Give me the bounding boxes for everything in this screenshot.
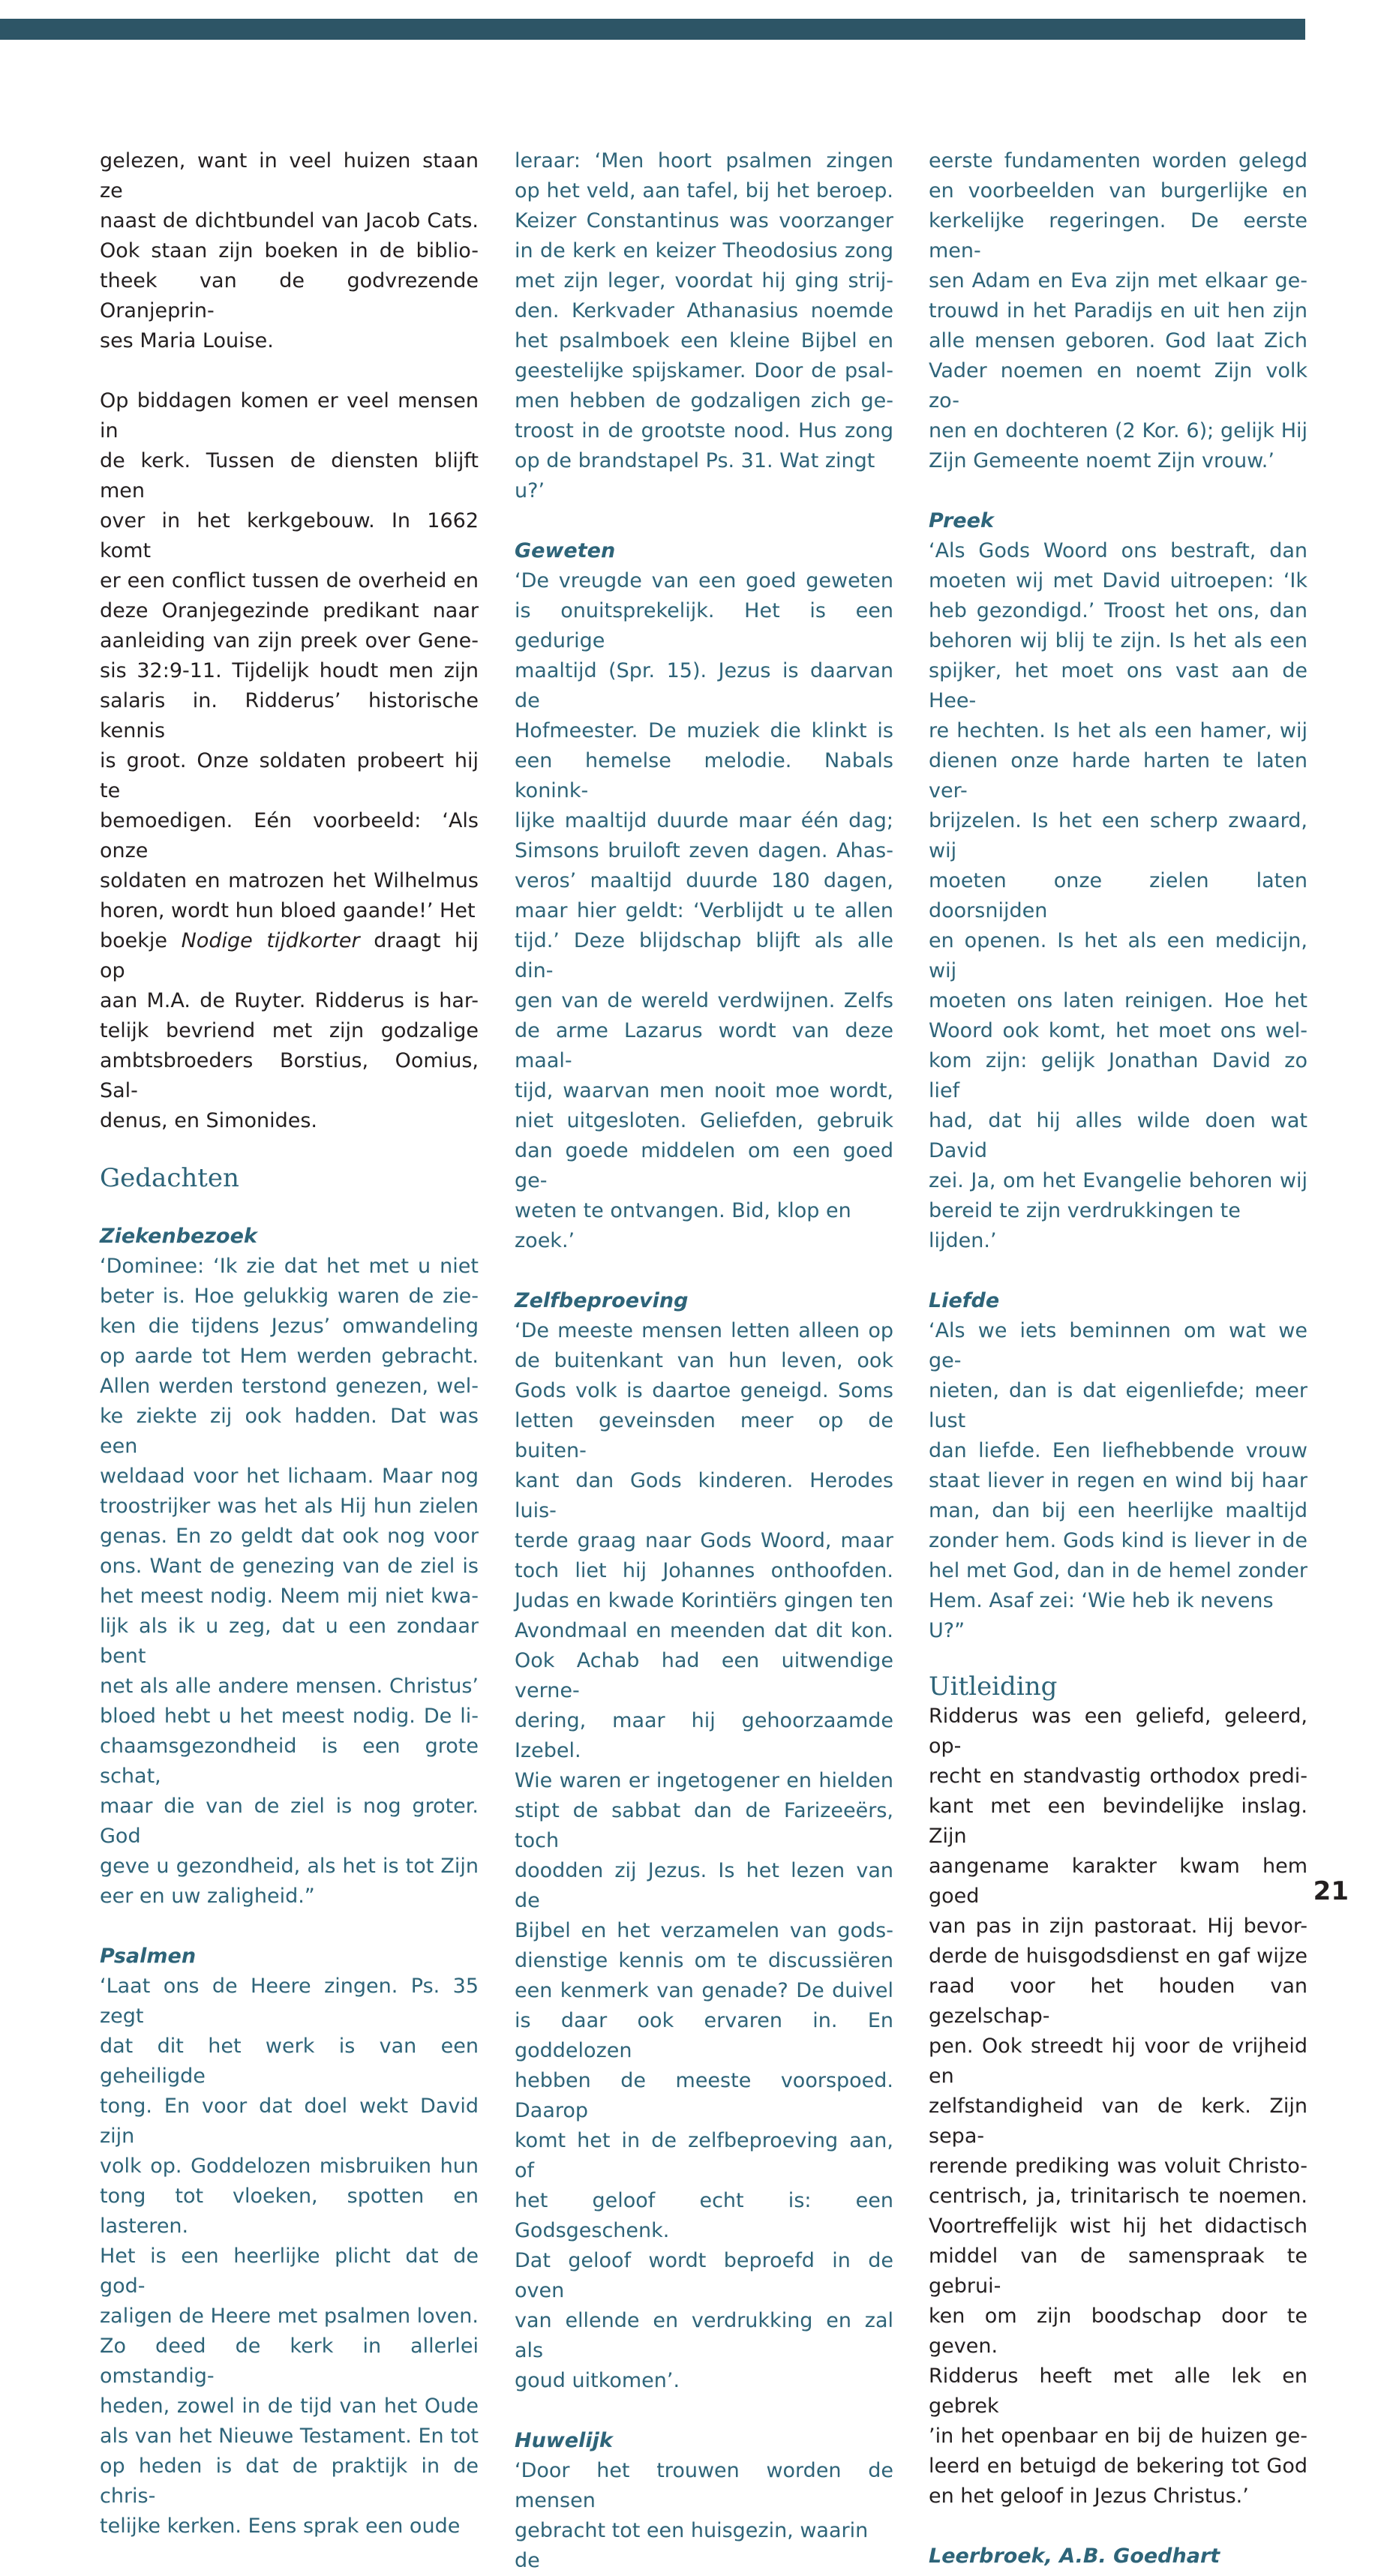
text-line: een hemelse melodie. Nabals konink- [515, 749, 893, 802]
col1-paragraph-2 [100, 386, 479, 1136]
text-line: Ook Achab had een uitwendige verne- [515, 1649, 893, 1702]
text-line: bemoedigen. Eén voorbeeld: ‘Als onze [100, 809, 479, 862]
text-line: zei. Ja, om het Evangelie behoren wij [929, 1169, 1307, 1192]
text-line: niet uitgesloten. Geliefden, gebruik [515, 1109, 893, 1132]
text-line: Wie waren er ingetogener en hielden [515, 1769, 893, 1792]
text-line: Woord ook komt, het moet ons wel- [929, 1019, 1307, 1042]
text-line: Gods volk is daartoe geneigd. Soms [515, 1379, 893, 1402]
text-line: troost in de grootste nood. Hus zong [515, 419, 893, 442]
text-line: van ellende en verdrukking en zal als [515, 2309, 893, 2362]
text-line: toch liet hij Johannes onthoofden. [515, 1559, 893, 1582]
text-line: op heden is dat de praktijk in de chris- [100, 2455, 479, 2508]
text-line: Allen werden terstond genezen, wel- [100, 1375, 479, 1398]
col3-uitleiding-text [929, 1702, 1307, 2512]
text-line: re hechten. Is het als een hamer, wij [929, 719, 1307, 742]
text-line: met zijn leger, voordat hij ging strij- [515, 269, 893, 292]
text-line: de buitenkant van hun leven, ook [515, 1349, 893, 1372]
text-line: lijk als ik u zeg, dat u een zondaar bent [100, 1615, 479, 1668]
text-line: en voorbeelden van burgerlijke en [929, 179, 1307, 202]
text-line: raad voor het houden van gezelschap- [929, 1975, 1307, 2028]
text-line: het psalmboek een kleine Bijbel en [515, 329, 893, 352]
text-line: ‘Laat ons de Heere zingen. Ps. 35 zegt [100, 1975, 479, 2028]
text-line: veros’ maaltijd duurde 180 dagen, [515, 869, 893, 892]
text-line: terde graag naar Gods Woord, maar [515, 1529, 893, 1552]
text-line: den. Kerkvader Athanasius noemde [515, 299, 893, 322]
text-line: horen, wordt hun bloed gaande!’ Het [100, 899, 476, 922]
text-line: centrisch, ja, trinitarisch te noemen. [929, 2185, 1307, 2208]
text-line: als van het Nieuwe Testament. En tot [100, 2425, 479, 2448]
text-line: het meest nodig. Neem mij niet kwa- [100, 1585, 479, 1608]
text-line: er een conflict tussen de overheid en [100, 569, 479, 592]
text-line: ses Maria Louise. [100, 329, 274, 352]
text-line: rerende prediking was voluit Christo- [929, 2155, 1307, 2178]
text-line: sen Adam en Eva zijn met elkaar ge- [929, 269, 1307, 292]
text-line: chaamsgezondheid is een grote schat, [100, 1735, 479, 1788]
text-line: soldaten en matrozen het Wilhelmus [100, 869, 479, 892]
text-line: telijke kerken. Eens sprak een oude [100, 2515, 461, 2538]
text-line: eerste fundamenten worden gelegd [929, 149, 1307, 172]
text-line: tijd, waarvan men nooit moe wordt, [515, 1079, 893, 1102]
text-line: heb gezondigd.’ Troost het ons, dan [929, 599, 1307, 622]
text-line: Avondmaal en meenden dat dit kon. [515, 1619, 893, 1642]
text-line: Ridderus heeft met alle lek en gebrek [929, 2365, 1307, 2418]
subhead-geweten: Geweten [515, 539, 616, 562]
text-line: het geloof echt is: een Godsgeschenk. [515, 2189, 893, 2242]
text-line: Hem. Asaf zei: ‘Wie heb ik nevens U?” [929, 1589, 1274, 1642]
text-line: kant dan Gods kinderen. Herodes luis- [515, 1469, 893, 1522]
text-line: denus, en Simonides. [100, 1109, 317, 1132]
text-line: sis 32:9-11. Tijdelijk houdt men zijn [100, 659, 479, 682]
text-line: Ook staan zijn boeken in de biblio- [100, 239, 479, 262]
text-line: weldaad voor het lichaam. Maar nog [100, 1465, 479, 1488]
text-line: leraar: ‘Men hoort psalmen zingen [515, 149, 893, 172]
text-line: Judas en kwade Korintiërs gingen ten [515, 1589, 893, 1612]
page-number: 21 [1313, 1876, 1349, 1906]
col1-psalmen-text [100, 1972, 479, 2542]
text-line: recht en standvastig orthodox predi- [929, 1765, 1307, 1788]
text-line: doodden zij Jezus. Is het lezen van de [515, 1859, 893, 1912]
text-line: ambtsbroeders Borstius, Oomius, Sal- [100, 1049, 479, 1102]
text-line: op het veld, aan tafel, bij het beroep. [515, 179, 893, 202]
text-line: men hebben de godzaligen zich ge- [515, 389, 893, 412]
text-line: aangename karakter kwam hem goed [929, 1855, 1307, 1908]
col1-italic-line: boekje Nodige tijdkorter draagt hij op [100, 929, 479, 982]
text-line: beter is. Hoe gelukkig waren de zie- [100, 1285, 479, 1308]
col3-huwelijk-cont [929, 146, 1307, 476]
text-line: de arme Lazarus wordt van deze maal- [515, 1019, 893, 1072]
text-line: bloed hebt u het meest nodig. De li- [100, 1705, 479, 1728]
text-line: nen en dochteren (2 Kor. 6); gelijk Hij [929, 419, 1307, 442]
text-line: ‘Als Gods Woord ons bestraft, dan [929, 539, 1307, 562]
text-line: bereid te zijn verdrukkingen te lijden.’ [929, 1199, 1241, 1252]
column-1 [100, 146, 479, 2542]
text-line: salaris in. Ridderus’ historische kennis [100, 689, 479, 742]
text-line: Simsons bruiloft zeven dagen. Ahas- [515, 839, 893, 862]
text-line: op aarde tot Hem werden gebracht. [100, 1345, 479, 1368]
text-line: is onuitsprekelijk. Het is een gedurige [515, 599, 893, 652]
text-line: Ridderus was een geliefd, geleerd, op- [929, 1705, 1307, 1758]
top-accent-bar [0, 19, 1305, 40]
text-line: aanleiding van zijn preek over Gene- [100, 629, 479, 652]
text-line: maar hier geldt: ‘Verblijdt u te allen [515, 899, 893, 922]
text-line: een kenmerk van genade? De duivel [515, 1979, 893, 2002]
text-line: Voortreffelijk wist hij het didactisch [929, 2215, 1307, 2238]
text-line: de kerk. Tussen de diensten blijft men [100, 449, 479, 502]
subhead-liefde: Liefde [929, 1289, 1000, 1312]
column-3 [929, 146, 1307, 2572]
text-line: moeten onze zielen laten doorsnijden [929, 869, 1307, 922]
text-line: kerkelijke regeringen. De eerste men- [929, 209, 1307, 262]
text-line: leerd en betuigd de bekering tot God [929, 2455, 1307, 2478]
text-line: tong. En voor dat doel wekt David zijn [100, 2095, 479, 2148]
subhead-ziekenbezoek: Ziekenbezoek [100, 1225, 257, 1248]
text-line: zaligen de Heere met psalmen loven. [100, 2305, 479, 2328]
text-line: behoren wij blij te zijn. Is het als een [929, 629, 1307, 652]
col3-preek-text [929, 536, 1307, 1256]
text-line: in de kerk en keizer Theodosius zong [515, 239, 893, 262]
text-line: dering, maar hij gehoorzaamde Izebel. [515, 1709, 893, 1762]
col3-liefde-text [929, 1316, 1307, 1646]
heading-uitleiding: Uitleiding [929, 1672, 1058, 1702]
text-line: ons. Want de genezing van de ziel is [100, 1555, 479, 1578]
text-line: middel van de samenspraak te gebrui- [929, 2245, 1307, 2298]
text-line: Zijn Gemeente noemt Zijn vrouw.’ [929, 449, 1274, 472]
text-line: nieten, dan is dat eigenliefde; meer lust [929, 1379, 1307, 1432]
subhead-psalmen: Psalmen [100, 1945, 197, 1968]
book-title: Nodige tijdkorter [181, 929, 360, 952]
text-line: en openen. Is het als een medicijn, wij [929, 929, 1307, 982]
text-line: moeten wij met David uitroepen: ‘Ik [929, 569, 1307, 592]
text-line: alle mensen geboren. God laat Zich [929, 329, 1307, 352]
text-line: eer en uw zaligheid.” [100, 1885, 315, 1908]
text-line: is groot. Onze soldaten probeert hij te [100, 749, 479, 802]
text-line: gen van de wereld verdwijnen. Zelfs [515, 989, 893, 1012]
heading-gedachten: Gedachten [100, 1163, 239, 1193]
text-line: telijk bevriend met zijn godzalige [100, 1019, 479, 1042]
subhead-preek: Preek [929, 509, 994, 532]
text-line: geve u gezondheid, als het is tot Zijn [100, 1855, 479, 1878]
text-line: derde de huisgodsdienst en gaf wijze [929, 1945, 1307, 1968]
text-line: goud uitkomen’. [515, 2369, 680, 2392]
text-line: man, dan bij een heerlijke maaltijd [929, 1499, 1307, 1522]
text-line: kant met een bevindelijke inslag. Zijn [929, 1795, 1307, 1848]
text-line: van pas in zijn pastoraat. Hij bevor- [929, 1915, 1307, 1938]
text-line: aan M.A. de Ruyter. Ridderus is har- [100, 989, 479, 1012]
text-line: theek van de godvrezende Oranjeprin- [100, 269, 479, 322]
text-line: Bijbel en het verzamelen van gods- [515, 1919, 893, 1942]
text-line: ‘Dominee: ‘Ik zie dat het met u niet [100, 1255, 479, 1278]
text-line: ‘Als we iets beminnen om wat we ge- [929, 1319, 1307, 1372]
text-line: tijd.’ Deze blijdschap blijft als alle din- [515, 929, 893, 982]
text-line: weten te ontvangen. Bid, klop en zoek.’ [515, 1199, 851, 1252]
text-line: geestelijke spijskamer. Door de psal- [515, 359, 893, 382]
text-line: Zo deed de kerk in allerlei omstandig- [100, 2335, 479, 2388]
text-line: net als alle andere mensen. Christus’ [100, 1675, 479, 1698]
text-line: maaltijd (Spr. 15). Jezus is daarvan de [515, 659, 893, 712]
text-line: had, dat hij alles wilde doen wat David [929, 1109, 1307, 1162]
text-line: en het geloof in Jezus Christus.’ [929, 2485, 1249, 2508]
text-line: spijker, het moet ons vast aan de Hee- [929, 659, 1307, 712]
col2-zelfbeproeving-text [515, 1316, 893, 2396]
text-line: Het is een heerlijke plicht dat de god- [100, 2245, 479, 2298]
text-line: Dat geloof wordt beproefd in de oven [515, 2249, 893, 2302]
text-line: ke ziekte zij ook hadden. Dat was een [100, 1405, 479, 1458]
text-line: ‘Door het trouwen worden de mensen [515, 2459, 893, 2512]
text-line: stipt de sabbat dan de Farizeeërs, toch [515, 1799, 893, 1852]
text-line: volk op. Goddelozen misbruiken hun [100, 2155, 479, 2178]
text-line: over in het kerkgebouw. In 1662 komt [100, 509, 479, 562]
text-line: zonder hem. Gods kind is liever in de [929, 1529, 1307, 1552]
text-line: Vader noemen en noemt Zijn volk zo- [929, 359, 1307, 412]
text-line: moeten ons laten reinigen. Hoe het [929, 989, 1307, 1012]
column-2 [515, 146, 893, 2576]
text-line: gebracht tot een huisgezin, waarin de [515, 2519, 869, 2572]
text-line: Hofmeester. De muziek die klinkt is [515, 719, 893, 742]
text-line: dienen onze harde harten te laten ver- [929, 749, 1307, 802]
text-line: hebben de meeste voorspoed. Daarop [515, 2069, 893, 2122]
text-line: naast de dichtbundel van Jacob Cats. [100, 209, 479, 232]
text-line: is daar ook ervaren in. En goddelozen [515, 2009, 893, 2062]
text-line: gelezen, want in veel huizen staan ze [100, 149, 479, 202]
text-line: op de brandstapel Ps. 31. Wat zingt u?’ [515, 449, 875, 502]
text-line: dienstige kennis om te discussiëren [515, 1949, 893, 1972]
text-line: trouwd in het Paradijs en uit hen zijn [929, 299, 1307, 322]
col2-geweten-text [515, 566, 893, 1256]
text-line: ’in het openbaar en bij de huizen ge- [929, 2425, 1307, 2448]
col1-ziekenbezoek-text [100, 1252, 479, 1912]
text-line: staat liever in regen en wind bij haar [929, 1469, 1307, 1492]
text-line: hel met God, dan in de hemel zonder [929, 1559, 1307, 1582]
text-line: letten geveinsden meer op de buiten- [515, 1409, 893, 1462]
text-line: Keizer Constantinus was voorzanger [515, 209, 893, 232]
text-line: tong tot vloeken, spotten en lasteren. [100, 2185, 479, 2238]
col1-intro [100, 146, 479, 356]
text-line: komt het in de zelfbeproeving aan, of [515, 2129, 893, 2182]
text-line: heden, zowel in de tijd van het Oude [100, 2395, 479, 2418]
col2-huwelijk-text [515, 2456, 893, 2576]
col2-psalmen-cont [515, 146, 893, 506]
text-line: Op biddagen komen er veel mensen in [100, 389, 479, 442]
text-line: zelfstandigheid van de kerk. Zijn sepa- [929, 2095, 1307, 2148]
text-line: genas. En zo geldt dat ook nog voor [100, 1525, 479, 1548]
text-line: dat dit het werk is van een geheiligde [100, 2035, 479, 2088]
subhead-zelfbeproeving: Zelfbeproeving [515, 1289, 689, 1312]
text-line: pen. Ook streedt hij voor de vrijheid en [929, 2035, 1307, 2088]
text-line: lijke maaltijd duurde maar één dag; [515, 809, 893, 832]
text-line: ‘De vreugde van een goed geweten [515, 569, 893, 592]
text-line: ‘De meeste mensen letten alleen op [515, 1319, 893, 1342]
text-line: maar die van de ziel is nog groter. God [100, 1795, 479, 1848]
text-line: troostrijker was het als Hij hun zielen [100, 1495, 479, 1518]
text-line: brijzelen. Is het een scherp zwaard, wij [929, 809, 1307, 862]
text-line: ken om zijn boodschap door te geven. [929, 2305, 1307, 2358]
text-line: dan liefde. Een liefhebbende vrouw [929, 1439, 1307, 1462]
text-line: kom zijn: gelijk Jonathan David zo lief [929, 1049, 1307, 1102]
author-signature: Leerbroek, A.B. Goedhart [929, 2545, 1220, 2568]
subhead-huwelijk: Huwelijk [515, 2429, 613, 2452]
text-line: deze Oranjegezinde predikant naar [100, 599, 479, 622]
text-line: ken die tijdens Jezus’ omwandeling [100, 1315, 479, 1338]
text-line: dan goede middelen om een goed ge- [515, 1139, 893, 1192]
